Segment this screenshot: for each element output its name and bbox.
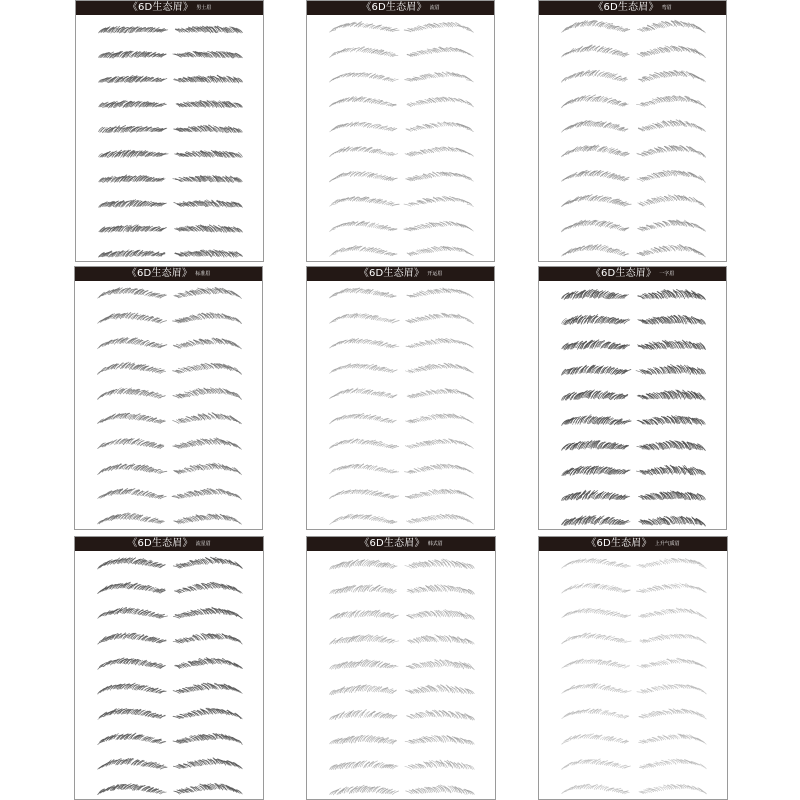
brow-hair-stroke bbox=[467, 204, 473, 207]
eyebrow-rows bbox=[76, 15, 264, 262]
eyebrow-left bbox=[562, 415, 631, 426]
eyebrow-rows bbox=[539, 281, 727, 530]
brow-hair-stroke bbox=[456, 100, 462, 103]
eyebrow-rows bbox=[307, 15, 495, 262]
eyebrow-left bbox=[330, 147, 398, 157]
brow-hair-stroke bbox=[468, 396, 473, 399]
eyebrow-left bbox=[98, 489, 167, 499]
eyebrow-left bbox=[99, 250, 165, 257]
eyebrow-left bbox=[330, 514, 397, 524]
eyebrow-left bbox=[562, 390, 628, 400]
sheet-subtitle: 标准眉 bbox=[195, 271, 211, 277]
eyebrow-left bbox=[562, 440, 629, 450]
eyebrow-left bbox=[330, 221, 397, 231]
eyebrow-right bbox=[638, 70, 705, 82]
eyebrow-left bbox=[330, 364, 398, 374]
brow-hair-stroke bbox=[700, 204, 706, 207]
brow-hair-stroke bbox=[205, 226, 212, 232]
eyebrow-left bbox=[98, 338, 167, 349]
brow-hair-stroke bbox=[149, 343, 154, 346]
brow-hair-stroke bbox=[392, 204, 399, 206]
eyebrow-left bbox=[99, 26, 168, 33]
brow-hair-stroke bbox=[330, 321, 336, 323]
eyebrow-right bbox=[405, 72, 474, 82]
brow-hair-stroke bbox=[467, 129, 474, 132]
eyebrow-left bbox=[562, 220, 629, 232]
sheet-title: 《6D生态眉》 bbox=[127, 2, 194, 13]
brow-hair-stroke bbox=[624, 254, 628, 256]
eyebrow-sheet-6 bbox=[538, 266, 727, 530]
brow-hair-stroke bbox=[407, 105, 411, 107]
brow-hair-stroke bbox=[392, 105, 396, 106]
eyebrow-left bbox=[330, 197, 399, 207]
brow-hair-stroke bbox=[467, 30, 474, 33]
eyebrow-right bbox=[638, 195, 706, 207]
eyebrow-right bbox=[638, 315, 706, 325]
eyebrow-right bbox=[173, 338, 241, 349]
eyebrow-right bbox=[174, 125, 243, 133]
eyebrow-right bbox=[636, 96, 705, 108]
eyebrow-right bbox=[175, 150, 243, 157]
sheet-header bbox=[539, 267, 726, 281]
brow-hair-stroke bbox=[385, 319, 389, 321]
brow-hair-stroke bbox=[330, 204, 337, 206]
sheet-title: 《6D生态眉》 bbox=[361, 2, 427, 13]
eyebrow-right bbox=[404, 221, 473, 231]
brow-hair-stroke bbox=[611, 124, 617, 128]
brow-hair-stroke bbox=[392, 346, 399, 348]
eyebrow-left bbox=[562, 244, 629, 256]
eyebrow-sheet-3 bbox=[538, 0, 727, 262]
brow-hair-stroke bbox=[700, 128, 705, 132]
eyebrow-right bbox=[406, 414, 474, 423]
brow-hair-stroke bbox=[468, 54, 473, 56]
eyebrow-right bbox=[404, 196, 473, 207]
eyebrow-right bbox=[638, 120, 705, 132]
eyebrow-left bbox=[330, 22, 399, 32]
eyebrow-right bbox=[405, 363, 473, 373]
eyebrow-left bbox=[562, 365, 631, 375]
eyebrow-left bbox=[330, 388, 397, 399]
brow-hair-stroke bbox=[237, 371, 242, 374]
eyebrow-right bbox=[173, 313, 242, 324]
eyebrow-right bbox=[406, 172, 474, 181]
eyebrow-left bbox=[562, 95, 629, 108]
brow-hair-stroke bbox=[698, 254, 705, 257]
eyebrow-left bbox=[562, 490, 630, 501]
eyebrow-left bbox=[98, 288, 167, 298]
eyebrow-left bbox=[98, 513, 165, 524]
eyebrow-right bbox=[636, 364, 705, 374]
eyebrow-right bbox=[637, 340, 705, 350]
sheet-subtitle: 男士眉 bbox=[196, 5, 212, 11]
eyebrow-right bbox=[174, 200, 243, 208]
eyebrow-right bbox=[404, 22, 473, 32]
eyebrow-left bbox=[562, 120, 628, 132]
brow-hair-stroke bbox=[238, 296, 242, 299]
eyebrow-left bbox=[98, 313, 167, 324]
eyebrow-right bbox=[173, 438, 242, 450]
brow-hair-stroke bbox=[236, 396, 241, 400]
brow-hair-stroke bbox=[466, 253, 473, 256]
eyebrow-left bbox=[330, 246, 397, 257]
eyebrow-left bbox=[330, 439, 399, 449]
brow-hair-stroke bbox=[468, 294, 473, 298]
brow-hair-stroke bbox=[468, 104, 473, 107]
brow-hair-stroke bbox=[434, 490, 441, 494]
eyebrow-right bbox=[637, 415, 705, 425]
eyebrow-left bbox=[562, 20, 630, 32]
brow-hair-stroke bbox=[404, 30, 411, 32]
brow-hair-stroke bbox=[334, 176, 340, 180]
eyebrow-sheet-2 bbox=[306, 0, 495, 262]
eyebrow-left bbox=[562, 170, 629, 181]
brow-hair-stroke bbox=[562, 369, 566, 375]
eyebrow-left bbox=[562, 314, 630, 324]
eyebrow-left bbox=[562, 145, 630, 157]
brow-hair-stroke bbox=[404, 204, 411, 206]
eyebrow-right bbox=[636, 465, 705, 475]
eyebrow-left bbox=[99, 225, 167, 233]
eyebrow-left bbox=[99, 175, 165, 183]
eyebrow-sheet-5 bbox=[306, 266, 495, 530]
eyebrow-left bbox=[99, 100, 167, 108]
brow-hair-stroke bbox=[330, 496, 334, 499]
eyebrow-left bbox=[330, 413, 397, 423]
eyebrow-right bbox=[173, 388, 241, 400]
eyebrow-left bbox=[330, 490, 399, 499]
eyebrow-right bbox=[407, 288, 474, 298]
brow-hair-stroke bbox=[594, 21, 598, 25]
sheet-header bbox=[307, 1, 494, 15]
sheet-header bbox=[76, 1, 263, 15]
sheet-subtitle: 流眉 bbox=[429, 5, 440, 11]
eyebrow-right bbox=[176, 100, 242, 108]
brow-hair-stroke bbox=[577, 147, 582, 151]
eyebrow-left bbox=[99, 126, 167, 133]
eyebrow-left bbox=[330, 47, 398, 58]
eyebrow-left bbox=[330, 313, 399, 323]
brow-hair-stroke bbox=[330, 254, 337, 256]
eyebrow-right bbox=[172, 488, 241, 499]
eyebrow-right bbox=[407, 389, 473, 399]
eyebrow-right bbox=[173, 413, 242, 424]
brow-hair-stroke bbox=[330, 30, 336, 32]
eyebrow-right bbox=[637, 171, 705, 183]
eyebrow-right bbox=[175, 225, 243, 232]
eyebrow-right bbox=[637, 245, 705, 257]
eyebrow-right bbox=[174, 75, 243, 83]
brow-hair-stroke bbox=[670, 247, 675, 251]
eyebrow-left bbox=[99, 51, 166, 58]
eyebrow-right bbox=[406, 338, 473, 348]
sheet-header bbox=[75, 267, 262, 281]
eyebrow-right bbox=[638, 220, 706, 231]
eyebrow-right bbox=[175, 250, 243, 257]
eyebrow-left bbox=[99, 76, 167, 83]
eyebrow-right bbox=[405, 439, 473, 449]
eyebrow-right bbox=[173, 175, 243, 182]
brow-hair-stroke bbox=[160, 321, 167, 324]
eyebrow-left bbox=[562, 289, 629, 299]
eyebrow-right bbox=[173, 51, 243, 58]
eyebrow-right bbox=[174, 287, 241, 298]
eyebrow-right bbox=[407, 47, 473, 57]
eyebrow-left bbox=[562, 45, 629, 57]
eyebrow-left bbox=[330, 288, 397, 298]
brow-hair-stroke bbox=[624, 204, 631, 206]
eyebrow-right bbox=[637, 46, 705, 58]
brow-hair-stroke bbox=[392, 30, 399, 32]
eyebrow-right bbox=[174, 463, 242, 475]
sheet-header bbox=[307, 267, 494, 281]
eyebrow-right bbox=[407, 246, 473, 256]
brow-hair-stroke bbox=[330, 178, 336, 181]
eyebrow-left bbox=[98, 388, 166, 400]
eyebrow-left bbox=[98, 413, 166, 423]
brow-hair-stroke bbox=[466, 80, 473, 82]
eyebrow-left bbox=[98, 463, 167, 474]
eyebrow-left bbox=[330, 171, 398, 181]
brow-hair-stroke bbox=[438, 122, 443, 126]
eyebrow-right bbox=[637, 146, 706, 158]
eyebrow-left bbox=[562, 340, 630, 350]
eyebrow-left bbox=[330, 338, 399, 348]
eyebrow-rows bbox=[539, 15, 727, 262]
brow-hair-stroke bbox=[467, 320, 473, 323]
brow-hair-stroke bbox=[392, 320, 399, 323]
brow-hair-stroke bbox=[330, 229, 335, 232]
sheet-subtitle: 开运眉 bbox=[427, 271, 443, 277]
brow-hair-stroke bbox=[422, 317, 428, 320]
eyebrow-right bbox=[407, 97, 473, 107]
eyebrow-left bbox=[98, 438, 164, 449]
sheet-title: 《6D生态眉》 bbox=[590, 268, 657, 279]
eyebrow-right bbox=[637, 390, 705, 400]
sheet-subtitle: 弯眉 bbox=[661, 5, 672, 11]
brow-hair-stroke bbox=[434, 48, 441, 52]
eyebrow-right bbox=[173, 363, 242, 374]
eyebrow-right bbox=[406, 122, 473, 132]
eyebrow-left bbox=[330, 97, 396, 107]
eyebrow-rows bbox=[307, 281, 495, 530]
brow-hair-stroke bbox=[383, 445, 388, 447]
eyebrow-right bbox=[637, 441, 706, 451]
eyebrow-right bbox=[406, 313, 474, 324]
brow-hair-stroke bbox=[428, 415, 434, 419]
brow-hair-stroke bbox=[330, 521, 337, 524]
eyebrow-right bbox=[174, 514, 242, 524]
eyebrow-left bbox=[330, 72, 399, 82]
eyebrow-right bbox=[638, 290, 706, 300]
eyebrow-left bbox=[562, 70, 628, 82]
sheet-title: 《6D生态眉》 bbox=[358, 268, 425, 279]
sheet-title: 《6D生态眉》 bbox=[593, 2, 659, 13]
eyebrow-left bbox=[562, 195, 631, 207]
eyebrow-left bbox=[99, 150, 168, 157]
eyebrow-left bbox=[330, 122, 397, 132]
eyebrow-sheet-4 bbox=[74, 266, 263, 530]
eyebrow-right bbox=[638, 20, 706, 33]
brow-hair-stroke bbox=[377, 318, 381, 321]
eyebrow-right bbox=[405, 147, 473, 156]
eyebrow-left bbox=[98, 362, 166, 374]
eyebrow-sheet-1 bbox=[75, 0, 264, 262]
sheet-subtitle: 一字眉 bbox=[659, 271, 675, 277]
brow-hair-stroke bbox=[636, 104, 643, 106]
brow-hair-stroke bbox=[701, 104, 705, 107]
eyebrow-left bbox=[330, 464, 399, 474]
eyebrow-left bbox=[562, 466, 630, 475]
eyebrow-right bbox=[404, 464, 473, 474]
eyebrow-right bbox=[405, 489, 473, 499]
eyebrow-left bbox=[99, 200, 167, 208]
sheet-header bbox=[539, 1, 726, 15]
eyebrow-right bbox=[406, 514, 473, 524]
eyebrow-rows bbox=[75, 281, 263, 530]
eyebrow-right bbox=[175, 26, 242, 33]
sheet-title: 《6D生态眉》 bbox=[126, 268, 193, 279]
